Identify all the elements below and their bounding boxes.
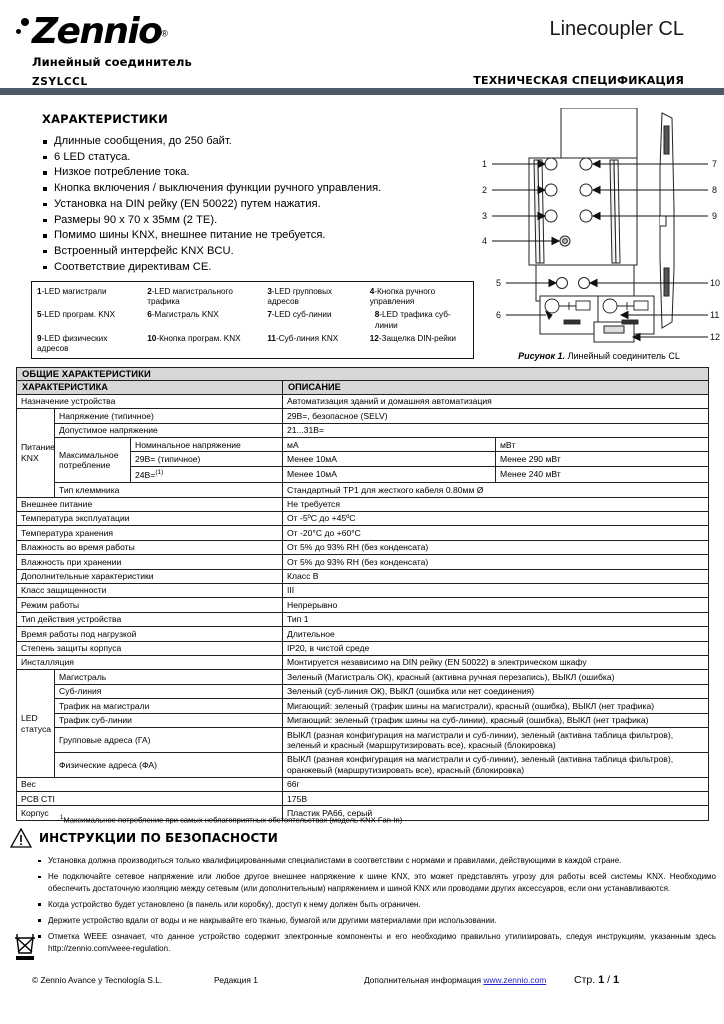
row-value: Не требуется	[283, 497, 709, 511]
row-label: Время работы под нагрузкой	[17, 627, 283, 641]
page-label: Стр.	[574, 974, 599, 986]
row-label-24v	[131, 466, 283, 482]
product-type-label: Линейный соединитель	[32, 55, 192, 69]
table-row	[17, 511, 709, 525]
safety-item: Отметка WEEE означает, что данное устройство содержит электронные компоненты и его необходимо правильно утилизировать, следуя инструкциям, указанным здесь http://zennio.com/weee-regulation.	[36, 931, 716, 954]
legend-item	[264, 287, 362, 307]
zennio-website-link[interactable]: www.zennio.com	[483, 975, 547, 985]
safety-item: Держите устройство вдали от воды и не накрывайте его тканью, бумагой или другими материалами при использовании.	[36, 915, 716, 927]
row-label: Температура хранения	[17, 526, 283, 540]
table-row	[17, 641, 709, 655]
row-value: Стандартный TP1 для жесткого кабеля 0.80мм Ø	[283, 483, 709, 497]
table-row	[17, 684, 709, 698]
row-label: Влажность при хранении	[17, 555, 283, 569]
legend-item	[34, 310, 140, 330]
row-label: Напряжение (типичное)	[55, 409, 283, 423]
table-row	[17, 713, 709, 727]
weee-crossed-bin-icon	[12, 931, 38, 961]
safety-title: ИНСТРУКЦИИ ПО БЕЗОПАСНОСТИ	[39, 831, 278, 845]
power-group-label: Питание KNX	[17, 409, 55, 497]
feature-item: 6 LED статуса.	[34, 150, 454, 165]
row-label: Допустимое напряжение	[55, 423, 283, 437]
legend-text: -Магистраль KNX	[151, 310, 219, 320]
row-value: 21...31В=	[283, 423, 709, 437]
legend-number: 9	[37, 333, 42, 343]
row-value: Класс B	[283, 569, 709, 583]
row-value: 66г	[283, 777, 709, 791]
row-value-mw: Менее 290 мВт	[496, 452, 709, 466]
table-row	[17, 438, 709, 452]
row-label: Назначение устройства	[17, 394, 283, 408]
table-title: ОБЩИЕ ХАРАКТЕРИСТИКИ	[17, 368, 709, 381]
table-footnote	[60, 815, 402, 825]
feature-item: Встроенный интерфейс KNX BCU.	[34, 244, 454, 259]
table-row	[17, 699, 709, 713]
legend-text: -LED магистрали	[41, 287, 107, 296]
row-label-text: 24В=	[135, 470, 156, 481]
legend-item	[34, 287, 140, 307]
legend-text: -LED магистрального трафика	[147, 287, 233, 307]
features-title: ХАРАКТЕРИСТИКИ	[42, 112, 168, 126]
table-row	[17, 483, 709, 497]
row-value: От -20°C до +60°C	[283, 526, 709, 540]
legend-grid	[34, 287, 471, 354]
row-label: Трафик на магистрали	[55, 699, 283, 713]
led-status-group-label: LED статуса	[17, 670, 55, 777]
legend-item	[144, 310, 260, 330]
safety-item: Установка должна производиться только квалифицированными специалистами в соответствии с нормами и правилами, действующими в каждой стране.	[36, 855, 716, 867]
callout-1: 1	[482, 159, 488, 169]
row-label: Корпус	[17, 806, 283, 820]
row-value: Зеленый (Магистраль ОК), красный (активна ручная перезапись), ВЫКЛ (ошибка)	[283, 670, 709, 684]
row-label: Групповые адреса (ГА)	[55, 728, 283, 753]
safety-item: Когда устройство будет установлено (в панель или коробку), доступ к нему должен быть ограничен.	[36, 899, 716, 911]
general-characteristics-table	[16, 367, 709, 821]
page-header	[0, 0, 724, 88]
feature-item: Размеры 90 x 70 x 35мм (2 TE).	[34, 213, 454, 228]
row-value: IP20, в чистой среде	[283, 641, 709, 655]
table-row	[17, 752, 709, 777]
row-value: Длительное	[283, 627, 709, 641]
legend-number: 2	[147, 287, 152, 296]
row-value: ВЫКЛ (разная конфигурация на магистрали и суб-линии), зеленый (активна таблица фильтров), оранжевый (маршрутизировать все), красный (блокировка)	[283, 752, 709, 777]
table-row	[17, 394, 709, 408]
logo-wordmark: Zennio	[32, 11, 162, 52]
callout-8: 8	[712, 185, 718, 195]
footnote-text: Максимальное потребление при самых неблагоприятных обстоятельствах (модель KNX Fan-In)	[63, 815, 403, 825]
legend-text: -LED програм. KNX	[41, 310, 116, 320]
row-value: ВЫКЛ (разная конфигурация на магистрали и суб-линии), зеленый (активна таблица фильтров), зеленый и красный (маршрутизировать все), красный (блокировка)	[283, 728, 709, 753]
row-label: 29В= (типичное)	[131, 452, 283, 466]
row-value: Мигающий: зеленый (трафик шины на магистрали), красный (ошибка), ВЫКЛ (нет трафика)	[283, 699, 709, 713]
product-reference: ZSYLCCL	[32, 76, 88, 88]
callout-12: 12	[710, 332, 721, 342]
footer-page-number	[574, 974, 619, 986]
page-footer	[32, 974, 692, 986]
table-header-row	[17, 381, 709, 394]
legend-item	[144, 334, 260, 354]
linecoupler-device-drawing	[476, 108, 722, 354]
logo-dots-icon	[16, 18, 32, 40]
legend-item	[367, 310, 471, 330]
footer-more-info-label: Дополнительная информация	[364, 975, 484, 985]
warning-triangle-icon	[10, 828, 32, 848]
row-label: Температура эксплуатации	[17, 511, 283, 525]
figure-caption-label: Рисунок 1.	[518, 351, 566, 361]
row-label: Класс защищенности	[17, 583, 283, 597]
callout-4: 4	[482, 236, 488, 246]
callout-6: 6	[496, 310, 502, 320]
footer-copyright: © Zennio Avance y Tecnología S.L.	[32, 975, 163, 985]
row-value: Непрерывно	[283, 598, 709, 612]
legend-text: -LED групповых адресов	[267, 287, 333, 307]
row-label: Магистраль	[55, 670, 283, 684]
legend-text: -LED трафика суб-линии	[374, 310, 451, 330]
legend-text: -Кнопка програм. KNX	[156, 333, 241, 343]
legend-number: 12	[369, 333, 379, 343]
legend-number: 6	[147, 310, 152, 320]
features-list	[34, 134, 454, 275]
row-value-ma: Менее 10мА	[283, 466, 496, 482]
row-label: Внешнее питание	[17, 497, 283, 511]
table-row	[17, 655, 709, 669]
feature-item: Низкое потребление тока.	[34, 165, 454, 180]
legend-item	[367, 334, 471, 354]
table-row	[17, 612, 709, 626]
footnote-ref: (1)	[155, 469, 164, 477]
unit-ma-header: мА	[283, 438, 496, 452]
callout-10: 10	[710, 278, 721, 288]
safety-item: Не подключайте сетевое напряжение или любое другое внешнее напряжение к шине KNX, это может представлять угрозу для работы всей системы KNX. Необходимо обеспечить достаточную изоляцию между сетевым (или дополнительным) напряжением и шиной KNX или проводами других аксессуаров, если они устанавливаются.	[36, 871, 716, 894]
header-divider-bar	[0, 88, 724, 95]
table-row	[17, 409, 709, 423]
feature-item: Установка на DIN рейку (EN 50022) путем нажатия.	[34, 197, 454, 212]
table-title-row	[17, 368, 709, 381]
row-label: Влажность во время работы	[17, 540, 283, 554]
table-row	[17, 627, 709, 641]
figure-caption	[476, 351, 722, 361]
legend-text: -LED физических адресов	[37, 333, 108, 354]
row-value: От -5ºC до +45ºC	[283, 511, 709, 525]
table-row	[17, 555, 709, 569]
safety-header	[10, 828, 278, 848]
zennio-logo	[32, 12, 192, 88]
registered-mark: ®	[161, 28, 168, 39]
row-value: От 5% до 93% RH (без конденсата)	[283, 540, 709, 554]
legend-item	[144, 287, 260, 307]
legend-item	[34, 334, 140, 354]
footnote-marker: 1	[60, 815, 64, 821]
legend-number: 1	[37, 287, 42, 296]
callout-7: 7	[712, 159, 718, 169]
page-separator: /	[604, 974, 613, 986]
row-value: 29В=, безопасное (SELV)	[283, 409, 709, 423]
row-label: Инсталляция	[17, 655, 283, 669]
row-label: Суб-линия	[55, 684, 283, 698]
product-title: Linecoupler CL	[549, 18, 684, 40]
legend-number: 7	[267, 310, 272, 320]
row-label: Вес	[17, 777, 283, 791]
legend-number: 8	[374, 310, 380, 320]
callout-9: 9	[712, 211, 718, 221]
row-value-ma: Менее 10мА	[283, 452, 496, 466]
footer-more-info	[364, 975, 574, 985]
page-total: 1	[612, 974, 620, 986]
device-figure	[476, 108, 722, 376]
row-label: Режим работы	[17, 598, 283, 612]
feature-item: Кнопка включения / выключения функции ручного управления.	[34, 181, 454, 196]
table-row	[17, 583, 709, 597]
legend-text: -Кнопка ручного управления	[369, 287, 436, 307]
row-value: Зеленый (суб-линия ОК), ВЫКЛ (ошибка или нет соединения)	[283, 684, 709, 698]
legend-text: -Защелка DIN-рейки	[378, 333, 456, 343]
legend-number: 11	[267, 333, 276, 343]
legend-text: -Суб-линия KNX	[275, 333, 339, 343]
row-value: Тип 1	[283, 612, 709, 626]
feature-item: Длинные сообщения, до 250 байт.	[34, 134, 454, 149]
callout-2: 2	[482, 185, 488, 195]
row-label: Тип действия устройства	[17, 612, 283, 626]
row-label: Дополнительные характеристики	[17, 569, 283, 583]
table-row	[17, 423, 709, 437]
column-header-description: ОПИСАНИЕ	[283, 381, 709, 394]
legend-number: 10	[147, 333, 157, 343]
row-label: Тип клеммника	[55, 483, 283, 497]
table-row	[17, 792, 709, 806]
footer-revision: Редакция 1	[214, 975, 258, 985]
row-label: PCB CTI	[17, 792, 283, 806]
figure-legend-box	[31, 281, 474, 359]
row-value: 175В	[283, 792, 709, 806]
logo-mark	[32, 12, 192, 52]
page-current: 1	[598, 974, 605, 986]
safety-instructions-list	[36, 855, 716, 959]
figure-caption-text: Линейный соединитель CL	[565, 351, 680, 361]
features-section	[34, 112, 454, 275]
row-label: Трафик суб-линии	[55, 713, 283, 727]
row-value: Автоматизация зданий и домашняя автоматизация	[283, 394, 709, 408]
legend-item	[264, 310, 362, 330]
callout-3: 3	[482, 211, 488, 221]
row-value-mw: Менее 240 мВт	[496, 466, 709, 482]
row-value: Монтируется независимо на DIN рейку (EN 50022) в электрическом шкафу	[283, 655, 709, 669]
table-row	[17, 777, 709, 791]
legend-text: -LED суб-линии	[271, 310, 332, 320]
column-header-characteristic: ХАРАКТЕРИСТИКА	[17, 381, 283, 394]
table-row	[17, 526, 709, 540]
row-value: Пластик PA66, серый	[283, 806, 709, 820]
table-row	[17, 569, 709, 583]
legend-item	[367, 287, 471, 307]
max-consumption-label: Максимальное потребление	[55, 438, 131, 483]
table-row	[17, 540, 709, 554]
table-row	[17, 497, 709, 511]
legend-item	[264, 334, 362, 354]
table-row	[17, 598, 709, 612]
row-label: Физические адреса (ФА)	[55, 752, 283, 777]
callout-11: 11	[710, 310, 720, 320]
legend-number: 3	[267, 287, 272, 296]
callout-5: 5	[496, 278, 502, 288]
row-label: Степень защиты корпуса	[17, 641, 283, 655]
feature-item: Помимо шины KNX, внешнее питание не требуется.	[34, 228, 454, 243]
table-row	[17, 670, 709, 684]
legend-number: 5	[37, 310, 42, 320]
feature-item: Соответствие директивам CE.	[34, 260, 454, 275]
table-row	[17, 728, 709, 753]
row-value: Мигающий: зеленый (трафик шины на суб-линии), красный (ошибка), ВЫКЛ (нет трафика)	[283, 713, 709, 727]
row-value: III	[283, 583, 709, 597]
unit-mw-header: мВт	[496, 438, 709, 452]
document-type-label: ТЕХНИЧЕСКАЯ СПЕЦИФИКАЦИЯ	[473, 74, 684, 87]
row-label: Номинальное напряжение	[131, 438, 283, 452]
row-value: От 5% до 93% RH (без конденсата)	[283, 555, 709, 569]
legend-number: 4	[369, 287, 375, 296]
